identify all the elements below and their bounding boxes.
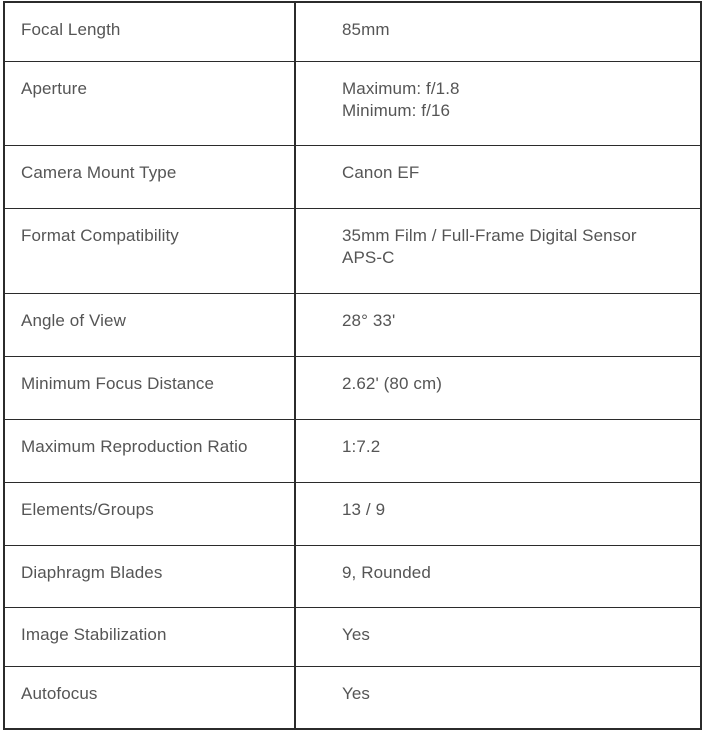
spec-value: 2.62' (80 cm) (342, 373, 442, 393)
spec-label-cell (4, 607, 295, 666)
spec-label-cell (4, 293, 295, 356)
spec-label: Angle of View (21, 310, 126, 330)
spec-label-cell (4, 545, 295, 607)
spec-value-cell (295, 356, 701, 419)
spec-label: Elements/Groups (21, 499, 154, 519)
table-row (4, 2, 701, 61)
table-row (4, 208, 701, 293)
spec-value-cell (295, 419, 701, 482)
spec-label: Focal Length (21, 20, 121, 39)
spec-value: Yes (342, 624, 371, 644)
spec-value: Yes (342, 683, 371, 703)
spec-label-cell (4, 356, 295, 419)
spec-value: 85mm (342, 20, 390, 39)
spec-label-cell (4, 2, 295, 61)
table-row (4, 145, 701, 208)
spec-value: 35mm Film / Full-Frame Digital Sensor APS-C (342, 225, 637, 267)
spec-value-cell (295, 145, 701, 208)
spec-label: Format Compatibility (21, 225, 179, 245)
table-row (4, 545, 701, 607)
spec-label-cell (4, 61, 295, 145)
table-row (4, 419, 701, 482)
spec-table (3, 1, 702, 730)
spec-label-cell (4, 208, 295, 293)
spec-label: Aperture (21, 78, 88, 98)
spec-value: 13 / 9 (342, 499, 386, 519)
table-row (4, 293, 701, 356)
spec-value-cell (295, 607, 701, 666)
spec-label: Camera Mount Type (21, 162, 177, 182)
spec-value-cell (295, 293, 701, 356)
spec-value-cell (295, 208, 701, 293)
spec-value-cell (295, 61, 701, 145)
spec-value-cell (295, 666, 701, 729)
spec-value: 1:7.2 (342, 436, 381, 456)
spec-label-cell (4, 145, 295, 208)
spec-label-cell (4, 482, 295, 545)
table-row (4, 666, 701, 729)
spec-label: Minimum Focus Distance (21, 373, 215, 393)
spec-value-cell (295, 545, 701, 607)
spec-value: 9, Rounded (342, 562, 431, 582)
table-row (4, 482, 701, 545)
spec-value: Maximum: f/1.8 Minimum: f/16 (342, 78, 460, 120)
spec-label: Maximum Reproduction Ratio (21, 436, 248, 456)
spec-value-cell (295, 482, 701, 545)
spec-value: Canon EF (342, 162, 420, 182)
spec-label: Image Stabilization (21, 624, 167, 644)
spec-label-cell (4, 666, 295, 729)
spec-label-cell (4, 419, 295, 482)
spec-label: Autofocus (21, 683, 98, 703)
table-row (4, 356, 701, 419)
table-row (4, 61, 701, 145)
spec-value: 28° 33' (342, 310, 396, 330)
table-row (4, 607, 701, 666)
spec-label: Diaphragm Blades (21, 562, 163, 582)
spec-value-cell (295, 2, 701, 61)
